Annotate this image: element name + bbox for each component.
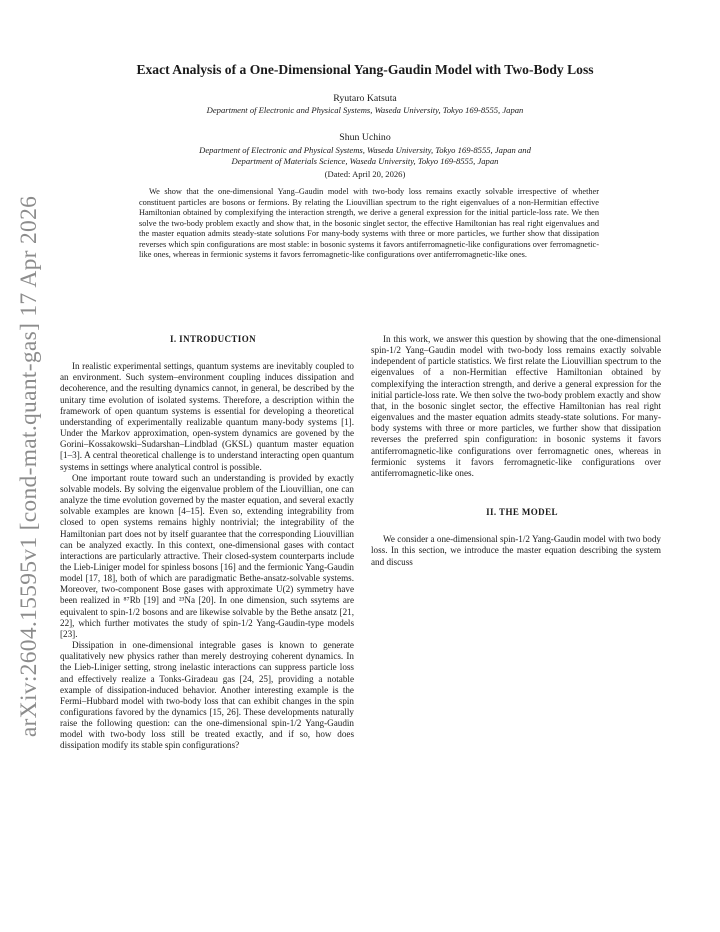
left-column	[60, 334, 354, 752]
affiliation-2a: Department of Electronic and Physical Systems, Waseda University, Tokyo 169-8555, Japan and	[199, 145, 531, 155]
section-heading-model: II. THE MODEL	[486, 507, 558, 518]
paper-title: Exact Analysis of a One-Dimensional Yang-Gaudin Model with Two-Body Loss	[136, 62, 594, 77]
intro-paragraph-2: One important route toward such an understanding is provided by exactly solvable models. By solving the eigenvalue problem of the Liouvillian, one can analyze the time evolution governed by the master equation, and several exactly solvable examples are known [4–15]. Even so, extending integrability from closed to open systems remains highly nontrivial; the integrability of the Hamiltonian part does not by itself guarantee that the corresponding Liouvillian can be analyzed exactly. In this context, one-dimensional gases with contact interactions are particularly attractive. Their closed-system counterparts include the Lieb-Liniger model for spinless bosons [16] and the fermionic Yang-Gaudin model [17, 18], both of which are paradigmatic Bethe-ansatz-solvable systems. Moreover, two-component Bose gases with approximate U(2) symmetry have been realized in ⁸⁷Rb [19] and ²³Na [20]. In one dimension, such ssytems are equivalent to spin-1/2 bosons and are likewise solvable by the Bethe ansatz [21, 22], which further motivates the study of spin-1/2 Yang-Gaudin-type models [23].	[60, 472, 354, 639]
author-1: Ryutaro Katsuta	[333, 93, 397, 104]
affiliation-1: Department of Electronic and Physical Systems, Waseda University, Tokyo 169-8555, Japan	[206, 105, 524, 115]
affiliation-2b: Department of Materials Science, Waseda University, Tokyo 169-8555, Japan	[231, 156, 499, 166]
arxiv-sidebar	[0, 0, 60, 932]
abstract: We show that the one-dimensional Yang–Gaudin model with two-body loss remains exactly solvable irrespective of whether constituent particles are bosons or fermions. By relating the Liouvillian spectrum to the right eigenvalues of a non-Hermitian effective Hamiltonian obtained by complexifying the interaction strength, we derive a general expression for the initial particle-loss rate. We then solve the two-body problem exactly and show that, in the bosonic singlet sector, the effective Hamiltonian has real right eigenvalues and the master equation admits steady-state solutions For many-body systems with three or more particles, we further show that dissipation reverses which spin configurations are most stable: in bosonic systems it favors antiferromagnetic-like configurations over ferromagnetic-like ones, whereas in fermionic systems it favors ferromagnetic-like configurations over antiferromagnetic-like ones.	[139, 187, 599, 259]
date-line: (Dated: April 20, 2026)	[324, 169, 406, 179]
author-2: Shun Uchino	[339, 132, 391, 143]
intro-paragraph-1: In realistic experimental settings, quantum systems are inevitably coupled to an environment. Such system–environment coupling induces dissipation and decoherence, and the resulting dynamics cannot, in general, be described by the unitary time evolution of isolated systems. Therefore, a description within the framework of open quantum systems is essential for developing a theoretical understanding of experimentally realizable quantum many-body systems [1]. Under the Markov approximation, open-system dynamics are govened by the Gorini–Kossakowski–Sudarshan–Lindblad (GKSL) quantum master equation [1–3]. A central theoretical challenge is to understand interacting open quantum systems in settings where analytical control is possible.	[60, 361, 354, 472]
model-paragraph-1: We consider a one-dimensional spin-1/2 Yang-Gaudin model with two body loss. In this section, we introduce the master equation describing the system and discuss	[371, 534, 661, 567]
intro-paragraph-3: Dissipation in one-dimensional integrable gases is known to generate qualitatively new physics rather than merely destroying coherent dynamics. In the Lieb-Liniger setting, strong inelastic interactions can suppress particle loss and effectively realize a Tonks-Giradeau gas [24, 25], providing a notable example of dissipation-induced behavior. Another interesting example is the Fermi–Hubbard model with two-body loss that can exhibit changes in the spin configurations favored by the dynamics [15, 26]. These developments naturally raise the following question: can the one-dimensional spin-1/2 Yang-Gaudin model with two-body loss still be treated exactly, and if so, how does dissipation modify its stable spin configurations?	[60, 640, 354, 751]
section-heading-introduction: I. INTRODUCTION	[169, 334, 256, 344]
right-column	[371, 334, 661, 568]
arxiv-identifier: arXiv:2604.15595v1 [cond-mat.quant-gas] 17 Apr 2026	[16, 195, 43, 737]
intro-paragraph-4: In this work, we answer this question by showing that the one-dimensional spin-1/2 Yang–Gaudin model with two-body loss remains exactly solvable independent of particle statistics. We first relate the Liouvillian spectrum to the eigenvalues of a non-Hermitian effective Hamiltonian obtained by complexifying the interaction strength, and derive a general expression for the initial particle-loss rate. We then solve the two-body problem exactly and show that, in the bosonic singlet sector, the effective Hamiltonian has real right eigenvalues and the master equation admits steady-state solutions. For many-body systems with three or more particles, we further show that dissipation reverses the preferred spin configuration: in bosonic systems it favors antiferromagnetic-like configurations over ferromagnetic ones, whereas in fermionic systems it favors ferromagnetic-like configurations over antiferromagnetic-like ones.	[371, 334, 661, 478]
